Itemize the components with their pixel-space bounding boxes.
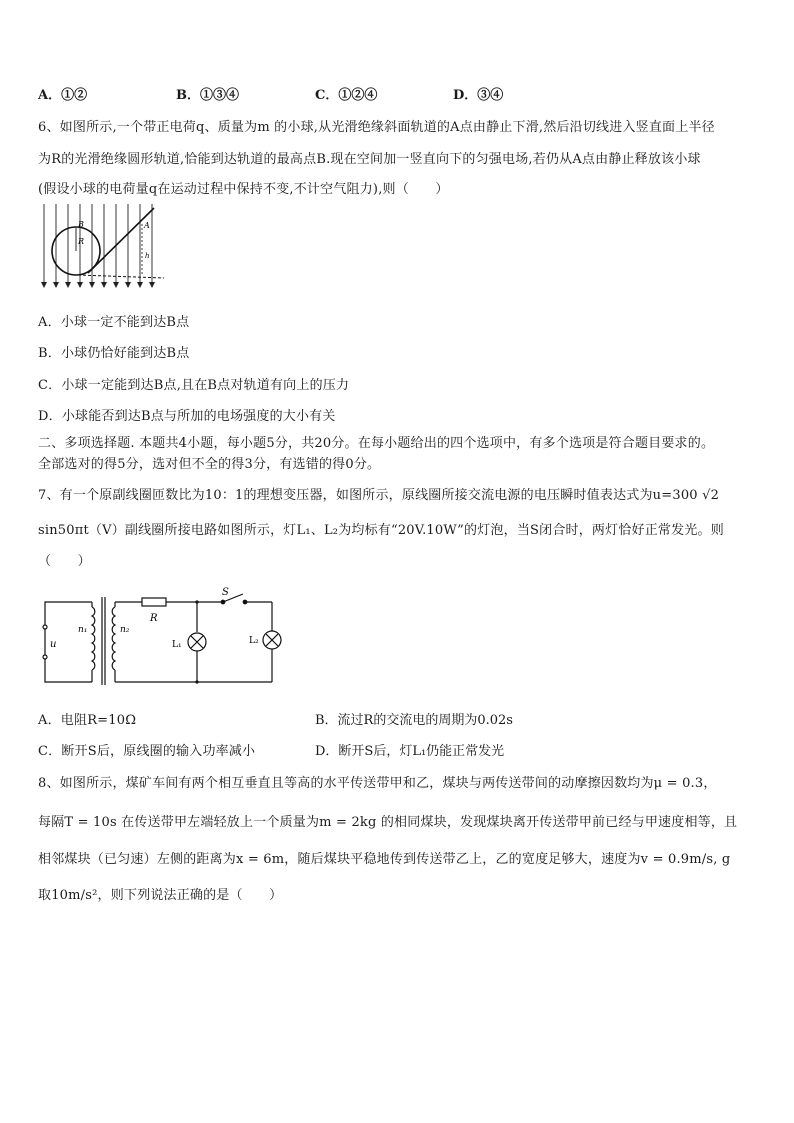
q8-stem-line4: 取10m/s²，则下列说法正确的是（ ） [38,888,283,903]
q7-label-l1: L₁ [172,640,182,650]
section2-header-line2: 全部选对的得5分，选对但不全的得3分，有选错的得0分。 [38,457,381,472]
q6-label-r: R [78,237,85,246]
q6-stem-line1: 6、如图所示,一个带正电荷q、质量为m 的小球,从光滑绝缘斜面轨道的A点由静止下滑,然后沿切线进入竖直面上半径 [38,120,715,135]
q7-option-a: A．电阻R=10Ω [38,713,137,728]
q7-stem-line1: 7、有一个原副线圈匝数比为10：1的理想变压器，如图所示，原线圈所接交流电源的电压瞬时值表达式为u=300 √2 [38,488,720,503]
q6-label-h: h [145,252,150,260]
q7-label-l2: L₂ [249,636,259,646]
q7-label-n1: n₁ [78,625,88,635]
q7-option-d: D．断开S后，灯L₁仍能正常发光 [315,744,505,759]
q5-option-b: B．①③④ [176,88,239,103]
q7-option-b: B．流过R的交流电的周期为0.02s [315,713,513,728]
q6-stem-line2: 为R的光滑绝缘圆形轨道,恰能到达轨道的最高点B.现在空间加一竖直向下的匀强电场,若仍从A点由静止释放该小球 [38,152,701,167]
q6-figure [40,202,175,298]
q7-label-r: R [150,613,158,624]
q5-option-c: C．①②④ [315,88,378,103]
q6-option-d: D．小球能否到达B点与所加的电场强度的大小有关 [38,409,336,424]
q6-option-b: B．小球仍恰好能到达B点 [38,346,190,361]
q6-stem-line3: (假设小球的电荷量q在运动过程中保持不变,不计空气阻力),则（ ） [38,182,449,197]
q7-label-n2: n₂ [120,625,130,635]
q7-option-c: C．断开S后，原线圈的输入功率减小 [38,744,256,759]
q5-option-a: A．①② [38,88,88,103]
q8-stem-line2: 每隔T = 10s 在传送带甲左端轻放上一个质量为m = 2kg 的相同煤块，发现煤块离开传送带甲前已经与甲速度相等，且 [38,815,738,830]
q7-circuit-figure [40,585,290,695]
q6-label-b: B [78,220,84,229]
q6-option-c: C．小球一定能到达B点,且在B点对轨道有向上的压力 [38,378,350,393]
q8-stem-line3: 相邻煤块（已匀速）左侧的距离为x = 6m，随后煤块平稳地传到传送带乙上，乙的宽度足够大，速度为v = 0.9m/s, g [38,852,731,867]
q7-label-u: u [50,639,57,650]
q7-stem-line2: sin50πt（V）副线圈所接电路如图所示，灯L₁、L₂为均标有“20V.10W”的灯泡，当S闭合时，两灯恰好正常发光。则 [38,523,724,538]
q5-option-d: D．③④ [453,88,504,103]
q7-stem-line3: （ ） [38,554,91,569]
q6-label-a: A [144,221,150,230]
q8-stem-line1: 8、如图所示，煤矿车间有两个相互垂直且等高的水平传送带甲和乙，煤块与两传送带间的动摩擦因数均为μ = 0.3， [38,776,717,791]
q7-label-s: S [222,587,229,598]
section2-header-line1: 二、多项选择题. 本题共4小题，每小题5分，共20分。在每小题给出的四个选项中，有多个选项是符合题目要求的。 [38,436,715,451]
q6-option-a: A．小球一定不能到达B点 [38,315,190,330]
